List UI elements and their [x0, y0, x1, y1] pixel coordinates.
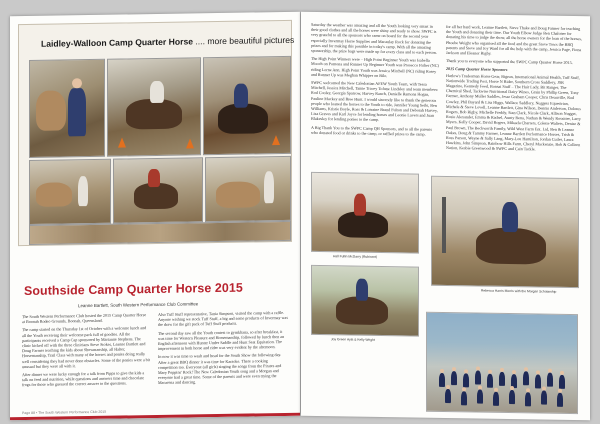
sponsors-list: Harlow's Tradesman Horse Gear, Bigrun, International Animal Health, Tuff Stuff, Nationwide Trading Post, Horse N Rider, Southern Cross Saddlery, JSR Magazine, Kennedy Feed, Bonsai Stuff – The Hair Lady, Bit Ranger, The Chemical Shed, Tackwise Nutritional Dairy Wines, Grain by Phillip Green, Tony Farmer, Anthony Muller Saddles, Jesse Graham Cooper, Chris Deauville, Rod Cowley, Phil Bayard & Lisa Higgs, Wallace Saddlery, Nuggets Equestrian, Michele & Steve Lovell, Leanne Bartlett, Gina Wilson, Dennis Anderson, Dolores Rogers, Bob Rigby, Michelle Freddy, Stan Clark, Nicole Clark, Allison Nugget, Rosie Alexander, Emma & Rachel, Aunty Rena, Nathan & Wendy Rossitter, Larry Myers, Kelly Cooper, David Rogers, Mikaela Charters, Colette Walters, Denise & Paul Brown, The Beckworth Family, Wild West Farm Ent. Ltd, Ben & Leanne Oakes, Doug & Tammy Farmer, Leanne Bartlett Performance Horses, Trish & Ross Parson, Wayne & Sally Lang, Mary-Lou Hamilton, Jordan Cutler, Laura Hawkins, John Simpson, Rainbow Hills Farm, Cheryl Mackenzie, Bob & Colleen Nation, Kesbie Greenwood & SWPC and Cain Tackle.: [446, 72, 581, 152]
photo-showing-horse: [205, 156, 291, 222]
paragraph: A Big Thank You to the SWPC Camp QH Sponsors, and to all the parents who donated food or drinks to the camp, or raffled prizes to the camp.: [311, 124, 432, 137]
photo-group-of-youth: [426, 312, 578, 414]
photo-rider-in-arena: [203, 56, 291, 155]
article-title: Southside Camp Quarter Horse 2015: [24, 280, 243, 299]
photo-halter-class: [29, 159, 111, 225]
page-footer: Page 88 • The South Western Performance Club 2015: [22, 409, 107, 416]
paragraph: The second day saw all the Youth contest to gymkhana, so after breakfast, it was time for Western Pleasure and Horsemanship, followed by lunch then an English afternoon with Hunter Under Saddle and Hunt Seat Equitation. The improvement in both horse and rider was very evident by the afternoon.: [158, 328, 285, 352]
paragraph: The South Western Performance Club hosted the 2015 Camp Quarter Horse at Boonah Rodeo Grounds, Boonah, Queensland.: [22, 312, 147, 325]
paragraph: In now it was time to wash and head for the South Show the following day. After a great BBQ dinner it was time for Karaoke. There a cooking competition too. Everyone (all girls) singing the songs from the Pirates and Mary Poppins' Rock! The New Caledonian Youth song and a Morgan and everyone had a great time. Some of the parents and were even trying the Macarena and dancing.: [158, 352, 282, 386]
left-page: [10, 12, 300, 421]
right-column-2: [446, 24, 582, 156]
gallery-title-sub: .... more beautiful pictures: [193, 34, 295, 47]
article-column-2: [158, 310, 288, 389]
paragraph: for all her hard work, Leanne Bartlett, Steve Thake and Doug Farmer for teaching the Youth and donating their time. Our Youth Elbow Judge Ben Chaloner for donating his time to judge the show, all the horse owners for the loan of the horses, Phoebe Weight who organised all the food and the great Stove Tows the BBQ parents and Steve and Joy Ward for all the help with the camp, Jessica Page, Fiona Jackson and Eleanor Rigby.: [446, 24, 582, 56]
photo-pony-and-rider: [113, 157, 203, 223]
gallery-title: [41, 35, 294, 49]
article-column-1: [22, 312, 150, 391]
photo-rider-horse-cones: [107, 57, 201, 156]
paragraph: Thank you to everyone who supported the SWPC Camp Quarter Horse 2015.: [446, 58, 573, 66]
paragraph: Saturday the weather was amazing and all the Youth looking very smart in their good clothes and all the horses were shiny and ready to show. SWPC is very grateful to all the sponsors who came on board for the second year especially Invermay Horse Supplies and Macaulay Rock for donating the prizes and for making this possible in today's camp. With all the amazing sponsorship, the prize bags were made up for every class and to each person.: [311, 21, 437, 55]
paragraph: SWPC welcomed the New Caledonian AFEW Youth Team, with Tessa Mitchell, Jessica Mitchell, Tanne Tracey Tofune Lindsley and team members: Rod Cooley, Georgia Sparrow, Harvey Ranch, Danielle Ramona Hogan, Pauline Mackey and Bree Hunt. I would sincerely like to thank the generous people who loaned the horses to the Youth to ride, Jennifer Young Seibt, Ben Williams, Kristie Boyle, Ross & Lorraine Brand Fulton and Deborah Harvey, Liza Graves and Karl Joyce for lending horses and Leonie Lavers and Juan Blakesley for lending ponies to the camp.: [311, 79, 439, 123]
photo-rider-with-flag: [431, 176, 579, 288]
sponsors-heading: 2015 Camp Quarter Horse Sponsors: [446, 66, 508, 73]
caption: Hall Fullin McGarry (Rubicent): [333, 254, 378, 259]
photo-rider-outdoors: [311, 265, 419, 337]
paragraph: After dinner we were lucky enough for a talk from Pippa to give the kids a talk on feed and nutrition, while questions and answers time and chocolate frogs for those who guessed the correct answer to the questions.: [22, 370, 145, 388]
right-column-1: [311, 22, 439, 140]
paragraph: Also Tuff Stuff representative, Tania Simpson, visited the camp with a raffle. Anyone wishing we stock Tuff Stuff, a big and some products of Invermay was the draw for the gift pack of Tuff Stuff products.: [158, 309, 288, 328]
caption: Rebecca Harris Morris with the Morgan Scholarship: [481, 288, 557, 294]
right-page: [301, 12, 590, 421]
article-byline: Leanne Bartlett, South Western Performance Club Committee: [78, 301, 199, 309]
paragraph: The camp started on the Thursday 1st of October with a welcome lunch and all the Youth receiving their welcome pack full of goodies. All the participants received a Camp Cap sponsored by Marianne Stephens. The clinic kicked off with the three clinicians Steve Stokes, Leanne Bartlett and Doug Farmer teaching the kids about Showmanship, all Halter, Horsemanship, Trail Class with many of the horses and ponies doing really well considering they had never done obstacles. Some of the ponies were a bit unusual but they were all with it.: [22, 325, 151, 369]
photo-group-in-arena: [29, 221, 291, 245]
photo-rider-cantering: [311, 172, 419, 254]
paragraph: The High Point Winners were – High Point Beginner Youth was Isabella Mooch on Pomona and Runner Up Beginner Youth was Prosecco Fisher (NC) riding Lorne Ann. High Point Youth was Jessica Mitchell (NC) riding Rosey and Runner Up was Meghan Whipper on Bilo.: [311, 56, 439, 78]
photo-gallery: [18, 20, 295, 246]
photo-girl-with-horse: [29, 59, 105, 158]
gallery-title-main: Laidley-Walloon Camp Quarter Horse: [41, 36, 194, 49]
caption: Joy Green Ayla & Kelly Wright: [331, 337, 375, 342]
